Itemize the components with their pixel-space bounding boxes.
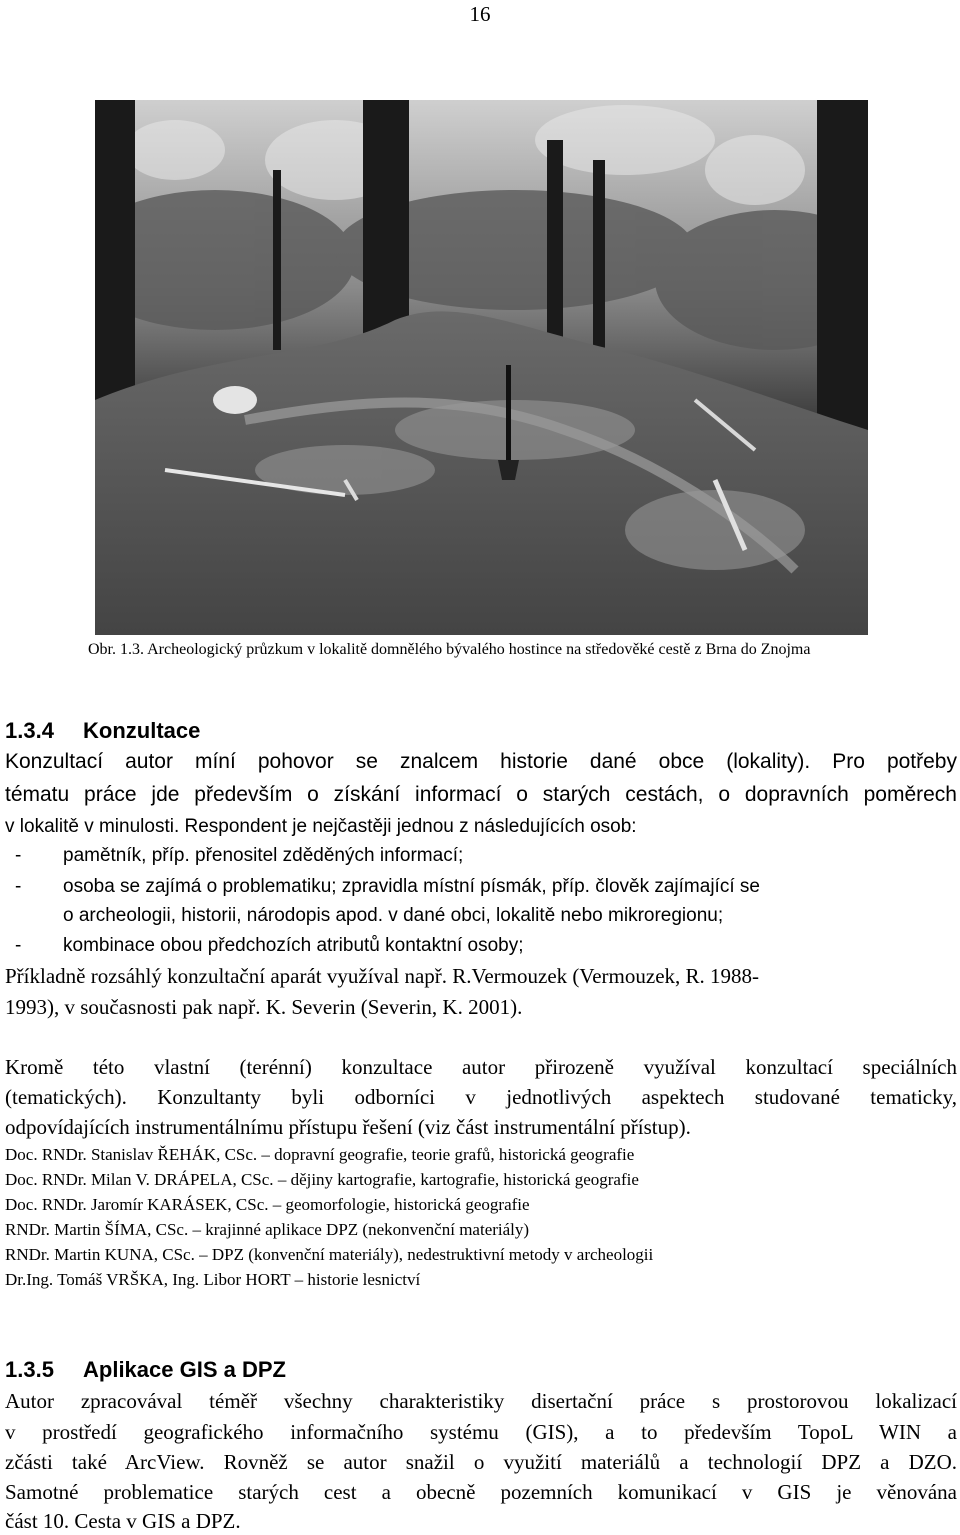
consultant-name: Doc. RNDr. Jaromír KARÁSEK, CSc.	[5, 1195, 269, 1214]
paragraph-line: Samotné problematice starých cest a obecně pozemních komunikací v GIS je věnována	[5, 1480, 957, 1504]
figure-caption: Obr. 1.3. Archeologický průzkum v lokalitě domnělého bývalého hostince na středověké cestě z Brna do Znojma	[88, 641, 811, 658]
paragraph-line: 1993), v současnosti pak např. K. Severin (Severin, K. 2001).	[5, 995, 523, 1019]
consultant-entry	[5, 1143, 634, 1167]
paragraph-line: v lokalitě v minulosti. Respondent je nejčastěji jednou z následujících osob:	[5, 816, 637, 837]
bullet-text: pamětník, příp. přenositel zděděných informací;	[63, 845, 464, 866]
paragraph-line: Autor zpracovával téměř všechny charakteristiky disertační práce s prostorovou lokalizací	[5, 1389, 957, 1413]
consultant-field: geomorfologie, historická geografie	[285, 1195, 530, 1214]
section-heading-gis	[5, 1357, 286, 1383]
paragraph-line: (tematických). Konzultanty byli odborníci v jednotlivých aspektech studované tematicky,	[5, 1085, 957, 1109]
consultant-field: dopravní geografie, teorie grafů, historická geografie	[274, 1145, 635, 1164]
consultant-entry	[5, 1243, 653, 1267]
forest-photo-illustration	[95, 100, 868, 635]
paragraph-line: v prostředí geografického informačního systému (GIS), a to především TopoL WIN a	[5, 1420, 957, 1444]
consultant-name: RNDr. Martin ŠÍMA, CSc.	[5, 1220, 189, 1239]
section-title: Konzultace	[83, 718, 201, 743]
separator: –	[194, 1245, 212, 1264]
consultant-name: Dr.Ing. Tomáš VRŠKA, Ing. Libor HORT	[5, 1270, 291, 1289]
separator: –	[268, 1195, 286, 1214]
paragraph-line: část 10. Cesta v GIS a DPZ.	[5, 1509, 241, 1533]
bullet-item	[5, 842, 463, 870]
bullet-text-continuation: o archeologii, historii, národopis apod. v dané obci, lokalitě nebo mikroregionu;	[63, 905, 724, 926]
consultant-entry	[5, 1193, 530, 1217]
consultant-field: dějiny kartografie, kartografie, historická geografie	[290, 1170, 639, 1189]
section-number: 1.3.5	[5, 1357, 54, 1382]
paragraph-line: Příkladně rozsáhlý konzultační aparát využíval např. R.Vermouzek (Vermouzek, R. 1988-	[5, 964, 760, 988]
section-heading-konzultace	[5, 718, 200, 744]
consultant-name: Doc. RNDr. Stanislav ŘEHÁK, CSc.	[5, 1145, 258, 1164]
paragraph-line: odpovídajících instrumentálnímu přístupu řešení (viz část instrumentální přístup).	[5, 1115, 691, 1139]
section-number: 1.3.4	[5, 718, 54, 743]
bullet-text: osoba se zajímá o problematiku; zpravidla místní písmák, příp. člověk zajímající se	[63, 876, 760, 897]
paragraph-line: tématu práce jde především o získání informací o starých cestách, o dopravních poměrech	[5, 783, 957, 806]
separator: –	[290, 1270, 308, 1289]
consultant-entry	[5, 1168, 639, 1192]
bullet-item	[5, 932, 524, 960]
bullet-text: kombinace obou předchozích atributů kontaktní osoby;	[63, 935, 524, 956]
excavation-photo	[95, 100, 868, 635]
page-number: 16	[469, 2, 491, 26]
bullet-item	[5, 873, 957, 901]
paragraph-line: Konzultací autor míní pohovor se znalcem historie dané obce (lokality). Pro potřeby	[5, 750, 957, 773]
paragraph-line: zčásti také ArcView. Rovněž se autor snažil o využití materiálů a technologií DPZ a DZO.	[5, 1450, 957, 1474]
separator: –	[188, 1220, 206, 1239]
separator: –	[257, 1145, 275, 1164]
bullet-dash: -	[15, 845, 22, 866]
paragraph-line: Kromě této vlastní (terénní) konzultace autor přirozeně využíval konzultací speciálních	[5, 1055, 957, 1079]
consultant-field: krajinné aplikace DPZ (nekonvenční materiály)	[205, 1220, 530, 1239]
consultant-field: DPZ (konvenční materiály), nedestruktivní metody v archeologii	[211, 1245, 654, 1264]
consultant-entry	[5, 1268, 420, 1292]
bullet-dash: -	[15, 935, 22, 956]
separator: –	[273, 1170, 291, 1189]
consultant-name: Doc. RNDr. Milan V. DRÁPELA, CSc.	[5, 1170, 274, 1189]
section-title: Aplikace GIS a DPZ	[83, 1357, 286, 1382]
consultant-entry	[5, 1218, 529, 1242]
bullet-dash: -	[15, 876, 22, 897]
consultant-name: RNDr. Martin KUNA, CSc.	[5, 1245, 195, 1264]
consultant-field: historie lesnictví	[307, 1270, 421, 1289]
